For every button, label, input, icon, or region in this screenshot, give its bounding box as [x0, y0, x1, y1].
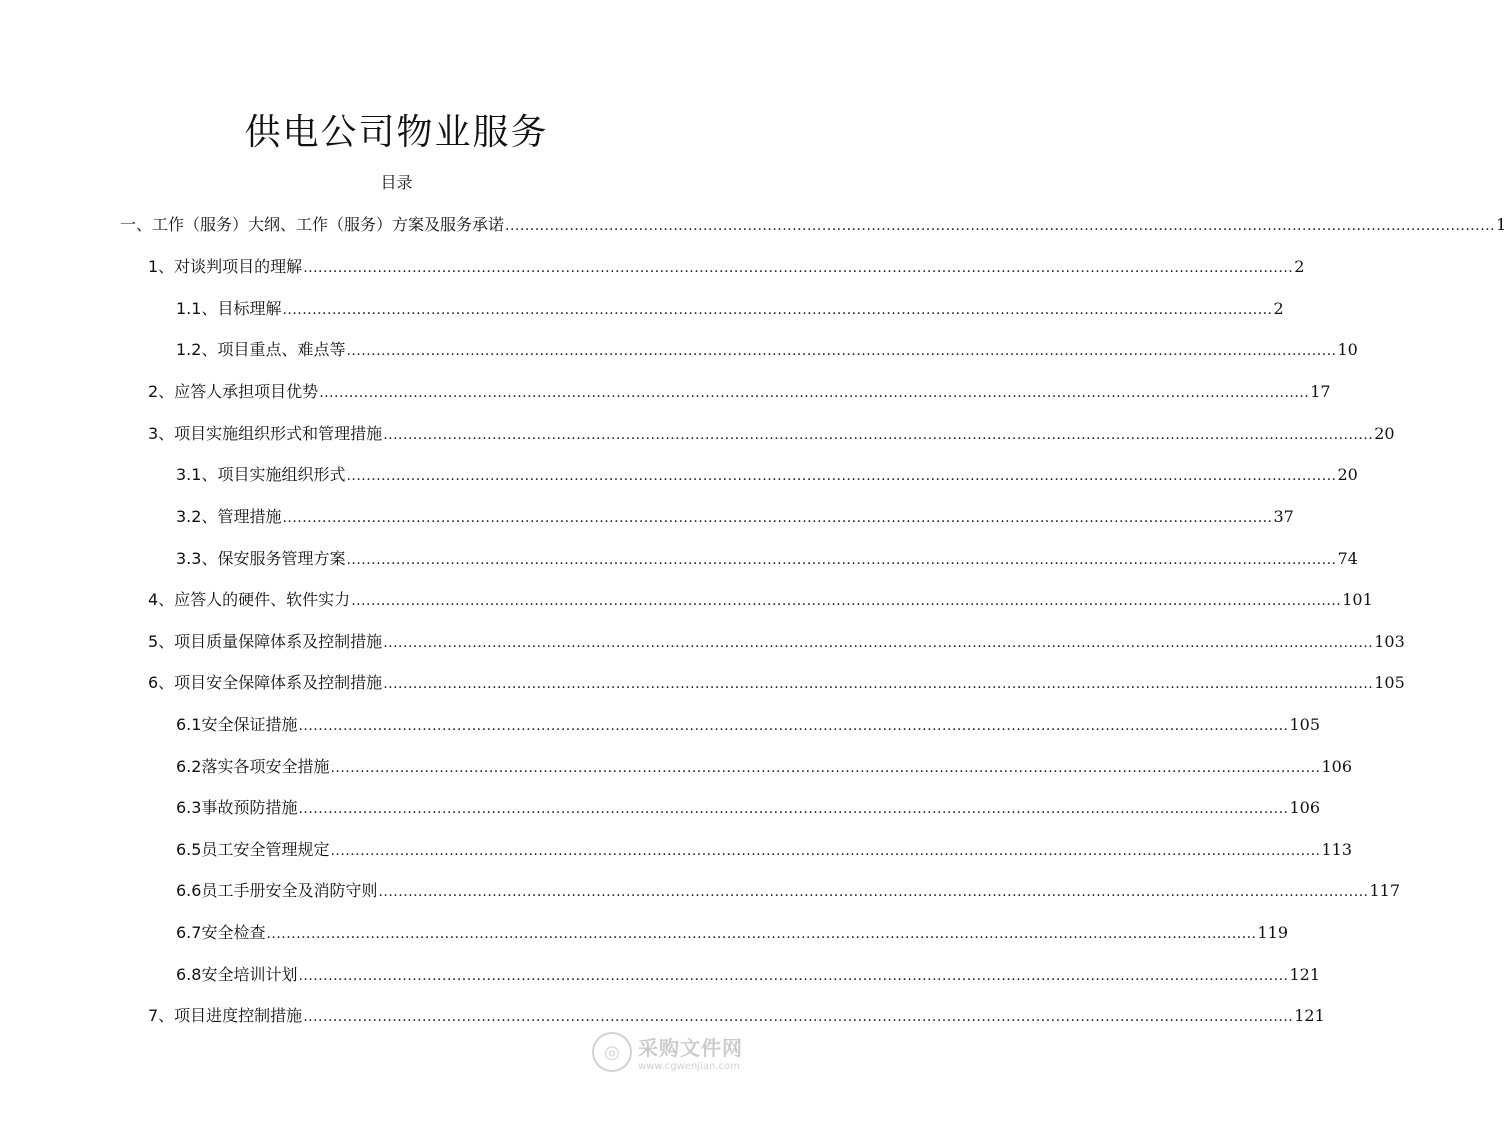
toc-entry-page: 2 [1294, 257, 1305, 276]
toc-entry-page: 121 [1294, 1006, 1325, 1025]
toc-entry-page: 101 [1342, 590, 1373, 609]
toc-entry[interactable] [148, 629, 1405, 652]
toc-leader-dots: ........................................................................................................................................................................................................ [383, 427, 1374, 443]
toc-entry-page: 105 [1289, 715, 1321, 734]
toc-entry[interactable] [148, 670, 1405, 693]
toc-leader-dots: ........................................................................................................................................................................................................ [303, 1009, 1294, 1025]
toc-leader-dots: ........................................................................................................................................................................................................ [351, 593, 1342, 609]
toc-entry-page: 2 [1273, 299, 1284, 318]
toc-entry-text: 7、项目进度控制措施 [148, 1006, 303, 1025]
toc-entry[interactable] [176, 754, 1353, 777]
toc-entry[interactable] [176, 962, 1321, 985]
toc-leader-dots: ........................................................................................................................................................................................................ [282, 302, 1273, 318]
toc-entry[interactable] [148, 1003, 1325, 1026]
toc-entry[interactable] [148, 421, 1395, 444]
toc-entry[interactable] [176, 920, 1289, 943]
toc-leader-dots: ........................................................................................................................................................................................................ [346, 343, 1337, 359]
toc-leader-dots: ........................................................................................................................................................................................................ [298, 968, 1289, 984]
watermark-url: www.cgwenjian.com [638, 1061, 740, 1072]
toc-leader-dots: ........................................................................................................................................................................................................ [346, 552, 1337, 568]
toc-entry[interactable] [176, 712, 1321, 735]
toc-entry-page: 10 [1337, 340, 1358, 359]
toc-entry[interactable] [148, 379, 1331, 402]
toc-leader-dots: ........................................................................................................................................................................................................ [378, 884, 1369, 900]
toc-entry-page: 1 [1496, 215, 1506, 234]
toc-entry-text: 4、应答人的硬件、软件实力 [148, 590, 351, 609]
toc-entry-page: 121 [1289, 965, 1321, 984]
toc-entry-text: 5、项目质量保障体系及控制措施 [148, 632, 383, 651]
toc-entry-text: 3.1、项目实施组织形式 [176, 465, 346, 484]
toc-entry-page: 20 [1374, 424, 1395, 443]
toc-entry-text: 6.3事故预防措施 [176, 798, 298, 817]
toc-leader-dots: ........................................................................................................................................................................................................ [266, 926, 1257, 942]
toc-leader-dots: ........................................................................................................................................................................................................ [505, 218, 1496, 234]
toc-entry[interactable] [148, 587, 1373, 610]
cgwenjian-logo-icon: ◎ [592, 1032, 632, 1072]
toc-entry[interactable] [176, 837, 1353, 860]
toc-entry-text: 1.1、目标理解 [176, 299, 282, 318]
toc-entry-text: 6.2落实各项安全措施 [176, 757, 330, 776]
toc-entry-page: 37 [1273, 507, 1294, 526]
toc-entry-text: 1、对谈判项目的理解 [148, 257, 303, 276]
toc-entry-page: 103 [1374, 632, 1405, 651]
toc-entry-text: 3.2、管理措施 [176, 507, 282, 526]
toc-entry-page: 105 [1374, 673, 1405, 692]
toc-entry-text: 6.1安全保证措施 [176, 715, 298, 734]
toc-entry[interactable] [176, 296, 1284, 319]
toc-entry[interactable] [120, 212, 1506, 235]
toc-entry-page: 20 [1337, 465, 1358, 484]
toc-entry-page: 17 [1310, 382, 1331, 401]
toc-leader-dots: ........................................................................................................................................................................................................ [298, 718, 1289, 734]
toc-entry-page: 113 [1321, 840, 1353, 859]
toc-entry-text: 6.8安全培训计划 [176, 965, 298, 984]
toc-entry-page: 106 [1321, 757, 1353, 776]
toc-entry-page: 117 [1369, 881, 1401, 900]
toc-entry-text: 3.3、保安服务管理方案 [176, 549, 346, 568]
toc-entry-text: 6.7安全检查 [176, 923, 266, 942]
toc-leader-dots: ........................................................................................................................................................................................................ [298, 801, 1289, 817]
toc-leader-dots: ........................................................................................................................................................................................................ [330, 843, 1321, 859]
toc-leader-dots: ........................................................................................................................................................................................................ [303, 260, 1294, 276]
toc-entry-text: 一、工作（服务）大纲、工作（服务）方案及服务承诺 [120, 215, 505, 234]
toc-leader-dots: ........................................................................................................................................................................................................ [282, 510, 1273, 526]
toc-entry-page: 74 [1337, 549, 1358, 568]
page-title: 供电公司物业服务 [244, 112, 549, 153]
toc-leader-dots: ........................................................................................................................................................................................................ [383, 635, 1374, 651]
toc-leader-dots: ........................................................................................................................................................................................................ [319, 385, 1310, 401]
toc-entry-text: 6、项目安全保障体系及控制措施 [148, 673, 383, 692]
toc-entry[interactable] [176, 504, 1294, 527]
toc-entry[interactable] [176, 462, 1358, 485]
toc-entry[interactable] [176, 337, 1358, 360]
toc-entry[interactable] [176, 546, 1358, 569]
watermark-name: 采购文件网 [638, 1036, 743, 1060]
toc-entry-text: 2、应答人承担项目优势 [148, 382, 319, 401]
toc-leader-dots: ........................................................................................................................................................................................................ [346, 468, 1337, 484]
toc-entry-page: 106 [1289, 798, 1321, 817]
watermark [592, 1024, 752, 1080]
toc-heading: 目录 [380, 173, 413, 192]
toc-entry[interactable] [176, 795, 1321, 818]
toc-entry-text: 6.6员工手册安全及消防守则 [176, 881, 378, 900]
toc-entry[interactable] [148, 254, 1305, 277]
toc-entry-text: 3、项目实施组织形式和管理措施 [148, 424, 383, 443]
toc-entry-page: 119 [1257, 923, 1289, 942]
toc-leader-dots: ........................................................................................................................................................................................................ [383, 676, 1374, 692]
toc-entry[interactable] [176, 878, 1401, 901]
toc-entry-text: 1.2、项目重点、难点等 [176, 340, 346, 359]
toc-leader-dots: ........................................................................................................................................................................................................ [330, 760, 1321, 776]
toc-entry-text: 6.5员工安全管理规定 [176, 840, 330, 859]
